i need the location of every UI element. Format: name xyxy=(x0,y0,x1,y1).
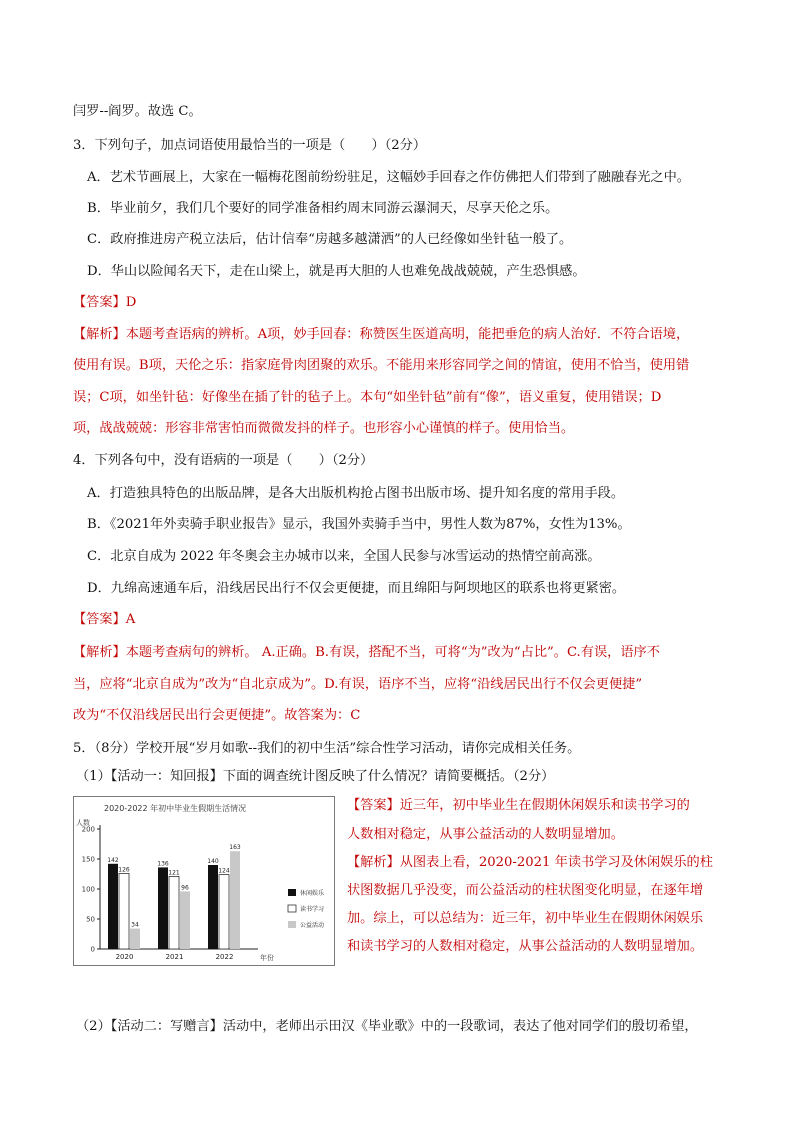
q5-sub1: （1）【活动一：知回报】下面的调查统计图反映了什么情况？请简要概括。（2分） xyxy=(76,769,555,784)
q5-analysis-line-2: 状图数据几乎没变，而公益活动的柱状图变化明显，在逐年增 xyxy=(347,883,704,898)
q3-analysis-line-3: 误；C项，如坐针毡：好像坐在插了针的毡子上。本句“如坐针毡”前有“像”，语义重复，使用错误；D xyxy=(73,390,662,405)
bar xyxy=(180,891,190,949)
analysis-label: 【解析】 xyxy=(347,855,400,870)
answer-value: D xyxy=(125,295,137,310)
q5-answer-line-2: 人数相对稳定，从事公益活动的人数明显增加。 xyxy=(347,827,624,842)
bar-value-label: 140 xyxy=(207,858,219,865)
q4-analysis-line-3: 改为“不仅沿线居民出行会更便捷”。故答案为：C xyxy=(73,708,361,723)
analysis-text: 本题考查语病的辨析。A项，妙手回春：称赞医生医道高明，能把垂危的病人治好．不符合语境， xyxy=(125,327,690,342)
answer-value: A xyxy=(125,612,136,627)
bar xyxy=(169,876,179,949)
q3-analysis-line-1 xyxy=(73,325,689,345)
bar-value-label: 124 xyxy=(218,867,230,875)
analysis-text: 本题考查病句的辨析。 A.正确。B.有误，搭配不当，可将“为”改为“占比”。C.有误，语序不 xyxy=(125,645,660,660)
q3-option-b: B．毕业前夕，我们几个要好的同学准备相约周末同游云瀑洞天，尽享天伦之乐。 xyxy=(87,201,559,216)
bar xyxy=(158,867,168,949)
q4-answer xyxy=(73,610,135,630)
q5-analysis-line-1 xyxy=(347,853,713,873)
q3-answer xyxy=(73,293,136,313)
analysis-text: 从图表上看，2020-2021 年读书学习及休闲娱乐的柱 xyxy=(399,855,713,870)
prev-answer-tail: 闫罗--阎罗。故选 C。 xyxy=(73,104,202,119)
answer-label: 【答案】 xyxy=(73,612,126,627)
q3-option-d: D．华山以险闻名天下，走在山梁上，就是再大胆的人也难免战战兢兢，产生恐惧感。 xyxy=(87,264,586,279)
legend-label: 公益活动 xyxy=(300,922,325,929)
y-tick-label: 0 xyxy=(90,945,95,954)
bar-chart xyxy=(73,796,335,966)
bar-value-label: 121 xyxy=(168,869,180,877)
bar xyxy=(130,929,140,949)
chart-svg xyxy=(74,797,334,965)
legend-swatch xyxy=(288,889,296,896)
answer-text: 近三年，初中毕业生在假期休闲娱乐和读书学习的 xyxy=(399,798,690,813)
bar xyxy=(208,865,218,949)
q3-option-a: A．艺术节画展上，大家在一幅梅花图前纷纷驻足，这幅妙手回春之作仿佛把人们带到了融融春光之中。 xyxy=(87,170,690,185)
q5-sub2: （2）【活动二：写赠言】活动中，老师出示田汉《毕业歌》中的一段歌词，表达了他对同学们的殷切希望， xyxy=(76,1019,698,1034)
q5-answer-line-1 xyxy=(347,796,690,816)
y-tick-label: 200 xyxy=(81,825,95,834)
q5-analysis-line-4: 和读书学习的人数相对稳定，从事公益活动的人数明显增加。 xyxy=(347,939,704,954)
y-tick-label: 50 xyxy=(86,915,95,924)
legend-swatch xyxy=(288,921,296,928)
q4-option-b: B．《2021年外卖骑手职业报告》显示，我国外卖骑手当中，男性人数为87%，女性为13%。 xyxy=(87,517,631,532)
q4-option-d: D．九绵高速通车后，沿线居民出行不仅会更便捷，而且绵阳与阿坝地区的联系也将更紧密。 xyxy=(87,581,626,596)
chart-title: 2020-2022 年初中毕业生假期生活情况 xyxy=(104,804,247,813)
bar-value-label: 96 xyxy=(181,884,189,892)
y-tick-label: 150 xyxy=(81,855,95,864)
q3-option-c: C．政府推进房产税立法后，估计信奉“房越多越潇洒”的人已经像如坐针毡一般了。 xyxy=(87,232,573,247)
x-tick-label: 2021 xyxy=(165,953,184,961)
legend-label: 读书学习 xyxy=(300,906,325,913)
analysis-label: 【解析】 xyxy=(73,645,126,660)
y-tick-label: 100 xyxy=(81,885,95,894)
bar xyxy=(119,873,129,949)
legend-label: 休闲娱乐 xyxy=(300,890,325,897)
x-tick-label: 2020 xyxy=(115,953,134,961)
bar xyxy=(108,864,118,949)
bar-value-label: 126 xyxy=(118,866,130,874)
x-tick-label: 2022 xyxy=(215,953,234,961)
bar-value-label: 136 xyxy=(157,860,169,868)
q3-stem: 3．下列句子，加点词语使用最恰当的一项是（ ）（2分） xyxy=(73,138,427,153)
chart-xlabel: 年份 xyxy=(260,954,274,962)
q4-analysis-line-1 xyxy=(73,643,660,663)
q4-option-a: A．打造独具特色的出版品牌，是各大出版机构抢占图书出版市场、提升知名度的常用手段。 xyxy=(87,486,625,501)
q4-stem: 4．下列各句中，没有语病的一项是（ ）（2分） xyxy=(73,453,374,468)
chart-ylabel: 人数 xyxy=(76,819,90,827)
bar-value-label: 34 xyxy=(131,921,139,929)
q5-analysis-line-3: 加。综上，可以总结为：近三年，初中毕业生在假期休闲娱乐 xyxy=(347,911,704,926)
q4-option-c: C．北京自成为 2022 年冬奥会主办城市以来，全国人民参与冰雪运动的热情空前高涨。 xyxy=(87,549,601,564)
bar xyxy=(230,851,240,949)
bar xyxy=(219,875,229,949)
bar-value-label: 142 xyxy=(107,856,119,864)
answer-label: 【答案】 xyxy=(73,295,126,310)
q3-analysis-line-4: 项，战战兢兢：形容非常害怕而微微发抖的样子。也形容小心谨慎的样子。使用恰当。 xyxy=(73,421,575,436)
bar-value-label: 163 xyxy=(229,844,241,852)
q5-stem: 5．（8分）学校开展“岁月如歌--我们的初中生活”综合性学习活动，请你完成相关任务。 xyxy=(73,741,581,756)
answer-label: 【答案】 xyxy=(347,798,400,813)
legend-swatch xyxy=(288,905,296,912)
q4-analysis-line-2: 当，应将“北京自成为”改为“自北京成为”。D.有误，语序不当，应将“沿线居民出行不仅会更便捷” xyxy=(73,677,643,692)
analysis-label: 【解析】 xyxy=(73,327,126,342)
q3-analysis-line-2: 使用有误。B项，天伦之乐：指家庭骨肉团聚的欢乐。不能用来形容同学之间的情谊，使用不恰当，使用错 xyxy=(73,358,690,373)
